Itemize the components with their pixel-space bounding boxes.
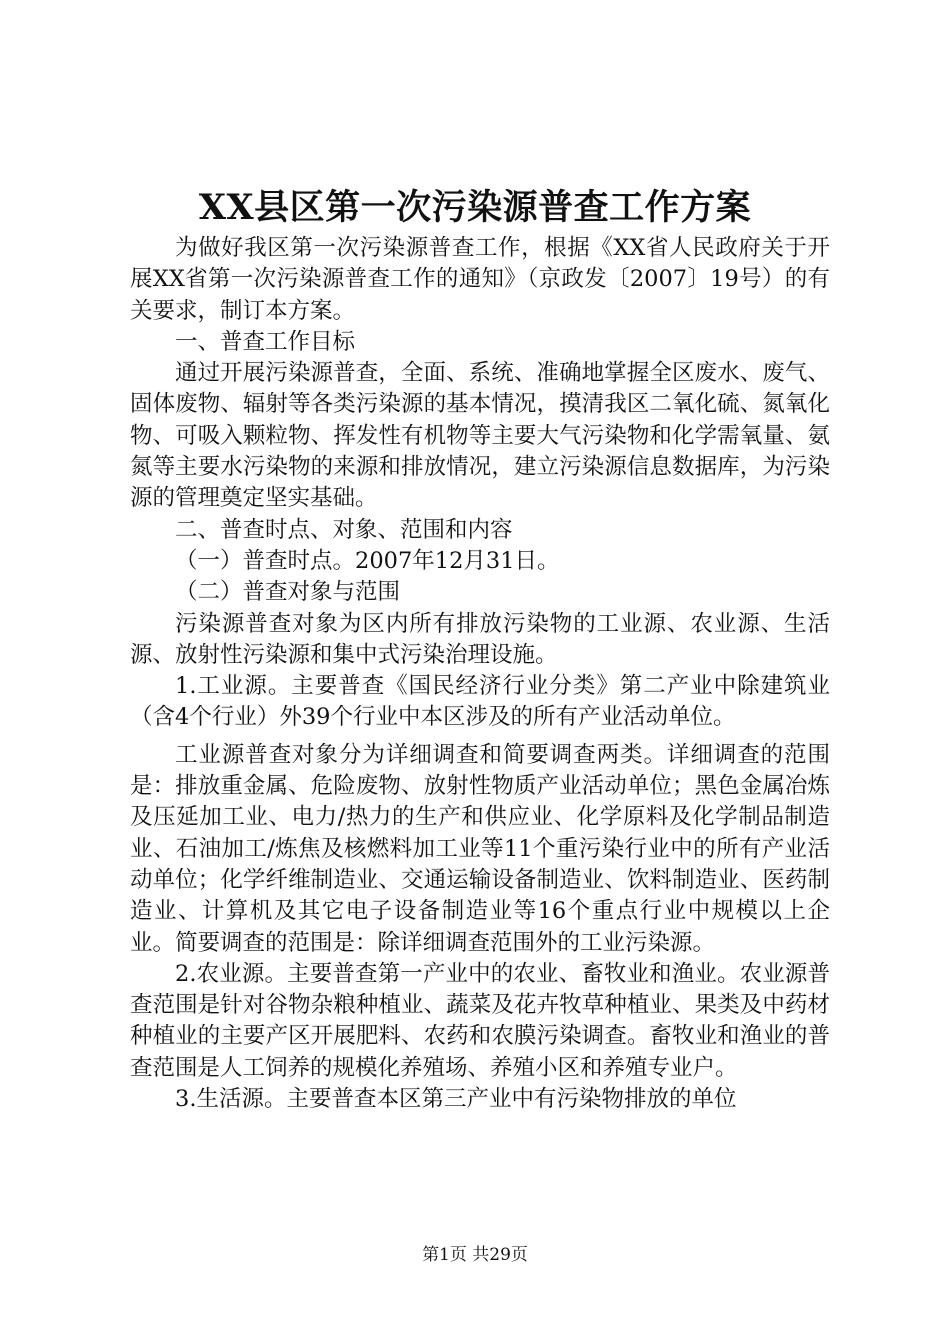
subheading-scope: （二）普查对象与范围 — [175, 579, 401, 606]
page-footer: 第1页 共29页 — [422, 1245, 528, 1265]
paragraph-domestic-source: 3.生活源。主要普查本区第三产业中有污染物排放的单位 — [175, 1086, 737, 1113]
paragraph-agricultural-source: 2.农业源。主要普查第一产业中的农业、畜牧业和渔业。农业源普查范围是针对谷物杂粮种植业、蔬菜及花卉牧草种植业、果类及中药材种植业的主要产区开展肥料、农药和农膜污染调查。畜牧业和渔业的普查范围是人工饲养的规模化养殖场、养殖小区和养殖专业户。 — [130, 960, 830, 1081]
paragraph-industrial-source: 1.工业源。主要普查《国民经济行业分类》第二产业中除建筑业（含4个行业）外39个行业中本区涉及的所有产业活动单位。 — [130, 673, 830, 731]
document-body — [130, 233, 830, 1115]
paragraph-intro: 为做好我区第一次污染源普查工作，根据《XX省人民政府关于开展XX省第一次污染源普查工作的通知》（京政发〔2007〕19号）的有关要求，制订本方案。 — [130, 235, 830, 324]
subheading-time-point: （一）普查时点。2007年12月31日。 — [175, 547, 560, 574]
heading-section-1: 一、普查工作目标 — [175, 328, 356, 355]
heading-section-2: 二、普查时点、对象、范围和内容 — [175, 516, 513, 543]
document-title: XX县区第一次污染源普查工作方案 — [198, 187, 752, 228]
paragraph-industrial-survey: 工业源普查对象分为详细调查和简要调查两类。详细调查的范围是：排放重金属、危险废物、放射性物质产业活动单位；黑色金属冶炼及压延加工业、电力/热力的生产和供应业、化学原料及化学制品制造业、石油加工/炼焦及核燃料加工业等11个重污染行业中的所有产业活动单位；化学纤维制造业、交通运输设备制造业、饮料制造业、医药制造业、计算机及其它电子设备制造业等16个重点行业中规模以上企业。简要调查的范围是：除详细调查范围外的工业污染源。 — [130, 741, 830, 956]
paragraph-goals: 通过开展污染源普查，全面、系统、准确地掌握全区废水、废气、固体废物、辐射等各类污染源的基本情况，摸清我区二氧化硫、氮氧化物、可吸入颗粒物、挥发性有机物等主要大气污染物和化学需氧量、氨氮等主要水污染物的来源和排放情况，建立污染源信息数据库，为污染源的管理奠定坚实基础。 — [130, 360, 830, 512]
paragraph-scope: 污染源普查对象为区内所有排放污染物的工业源、农业源、生活源、放射性污染源和集中式污染治理设施。 — [130, 610, 830, 668]
